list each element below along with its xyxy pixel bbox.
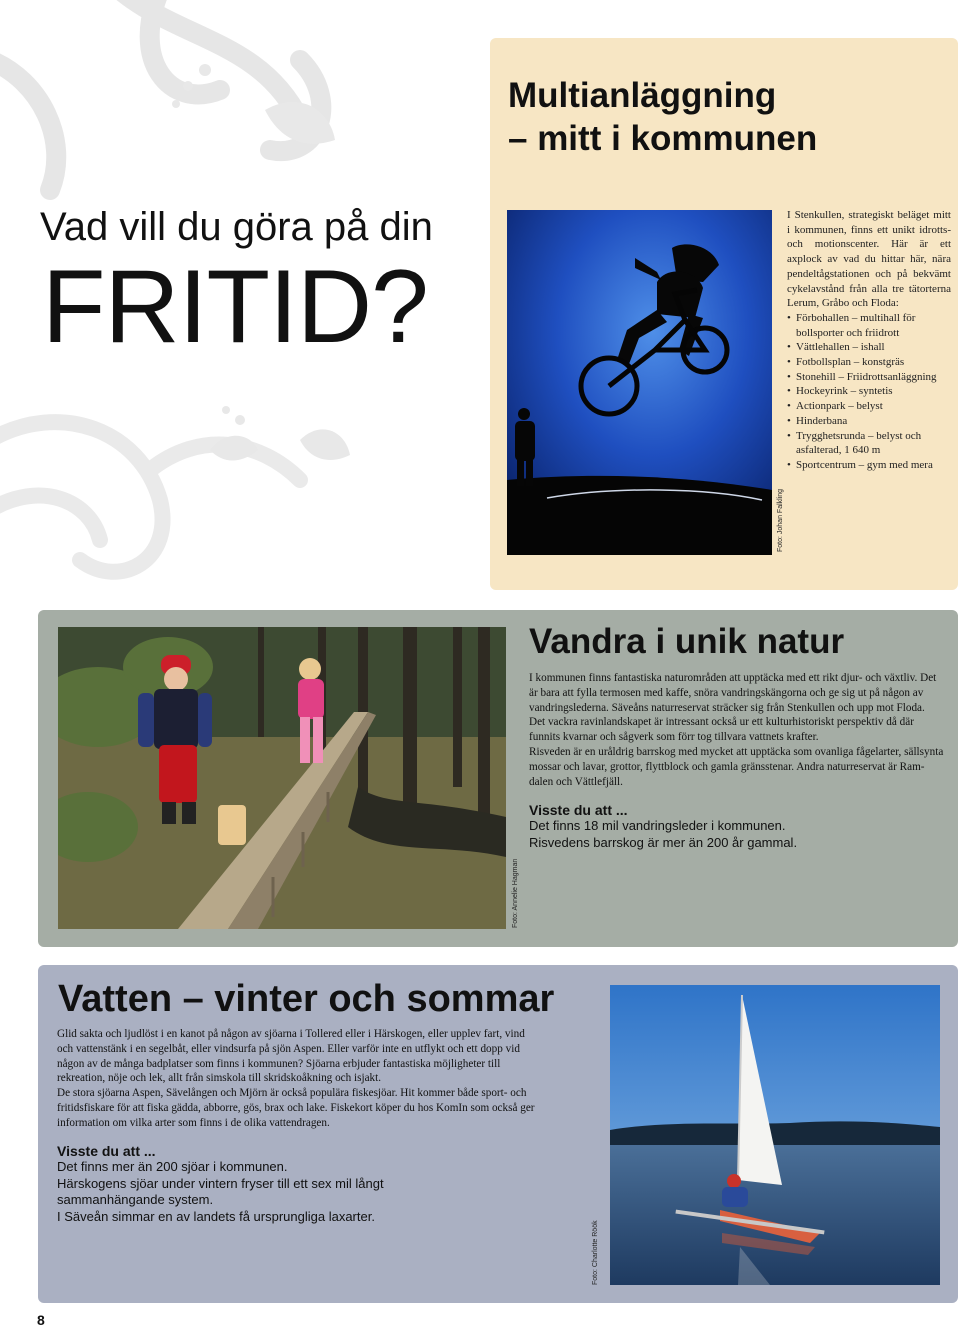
vandra-title: Vandra i unik natur — [529, 622, 845, 661]
list-item: • Stonehill – Friidrottsanläggning — [787, 370, 951, 385]
bmx-jump-photo — [507, 210, 772, 555]
vandra-visste-title: Visste du att ... — [529, 802, 628, 818]
vandra-photo-credit: Foto: Annelie Hagman — [512, 858, 519, 928]
vatten-body — [57, 1027, 543, 1131]
vatten-visste-title: Visste du att ... — [57, 1143, 156, 1159]
vatten-paragraph: Glid sakta och ljudlöst i en kanot på någon av sjöarna i Tollered eller i Härskogen, eller upplev fart, vind och vattenstänk i en segelbåt, eller vindsurfa på sjön Aspen. Eller varför inte en utflykt och ett dopp vid någon av de många badplatser som finns i kommunen? Sjöarna erbjuder fantastiska möjligheter till rekreation, nöje och lek, allt från simskola till skridskoåkning och isjakt. — [57, 1028, 525, 1085]
list-item: • Hinderbana — [787, 414, 951, 429]
vatten-title: Vatten – vinter och sommar — [58, 978, 555, 1020]
page-number: 8 — [37, 1312, 45, 1328]
multi-text — [787, 208, 951, 473]
vatten-visste-line: sammanhängande system. — [57, 1192, 214, 1207]
vandra-body — [529, 671, 945, 789]
vandra-paragraph: Det vackra ravinlandskapet är intressant också ur ett kulturhistoriskt perspektiv då där funnits kvarnar och sågverk som förr tog tillvara vattnets krafter. — [529, 716, 914, 744]
list-item: • Fotbollsplan – konstgräs — [787, 355, 951, 370]
list-item: • Vättlehallen – ishall — [787, 340, 951, 355]
list-item: • Förbohallen – multihall för bollsporter och friidrott — [787, 311, 951, 340]
vatten-photo-credit: Foto: Charlotte Röök — [592, 1220, 599, 1285]
multi-photo-credit: Foto: Johan Falkling — [777, 488, 784, 552]
vandra-visste-line: Risvedens barrskog är mer än 200 år gammal. — [529, 834, 798, 850]
children-boardwalk-photo — [58, 627, 506, 929]
multi-title — [508, 74, 817, 160]
list-item: • Sportcentrum – gym med mera — [787, 458, 951, 473]
list-item: • Trygghetsrunda – belyst och asfalterad, 1 640 m — [787, 429, 951, 458]
multi-title-line2: – mitt i kommunen — [508, 119, 818, 158]
vandra-visste-line: Det finns 18 mil vandringsleder i kommunen. — [529, 818, 786, 833]
list-item: • Hockeyrink – syntetis — [787, 384, 951, 399]
multi-title-line1: Multianläggning — [508, 76, 777, 115]
list-item: • Actionpark – belyst — [787, 399, 951, 414]
vatten-paragraph: De stora sjöarna Aspen, Sävelången och Mjörn är också populära fiskesjöar. Hit kommer både sport- och fritidsfiskare för att fiska gädda, abborre, gös, brax och lake. Fiskekort köper du hos KomIn som också ger information om vilka arter som finns i de olika vattendragen. — [57, 1087, 535, 1129]
multi-intro: I Stenkullen, strategiskt beläget mitt i kommunen, finns ett unikt idrotts- och motionscenter. Här är ett axplock av vad du hittar här, nära pendeltågstationen och på bekvämt cykelavstånd från alla tre tätorterna Lerum, Gråbo och Floda: — [787, 209, 951, 310]
facility-list — [787, 311, 951, 473]
vatten-visste-line: I Säveån simmar en av landets få ursprungliga laxarter. — [57, 1208, 375, 1224]
headline-question: Vad vill du göra på din — [40, 205, 433, 249]
vandra-visste — [529, 802, 797, 851]
headline-fritid: FRITID? — [42, 249, 428, 365]
vatten-visste-line: Härskogens sjöar under vintern fryser till ett sex mil långt — [57, 1175, 384, 1191]
vatten-visste-line: Det finns mer än 200 sjöar i kommunen. — [57, 1159, 288, 1174]
ice-sailing-photo — [610, 985, 940, 1285]
vandra-paragraph: I kommunen finns fantastiska naturområden att upptäcka med ett rikt djur- och växtliv. Det är bara att fylla termosen med kaffe, snöra vandringskängorna och ge sig ut på någon av vandringslederna. Säveåns naturreservat sträcker sig från Stenkullen och upp mot Floda. — [529, 672, 937, 714]
vatten-visste — [57, 1143, 384, 1225]
vandra-paragraph: Risveden är en uråldrig barrskog med mycket att upptäcka som ovanliga fågelarter, sällsynta mossar och lavar, grottor, flyttblock och gamla gränsstenar. Andra naturreservat är Ram-dalen och Vättlefjäll. — [529, 745, 944, 788]
